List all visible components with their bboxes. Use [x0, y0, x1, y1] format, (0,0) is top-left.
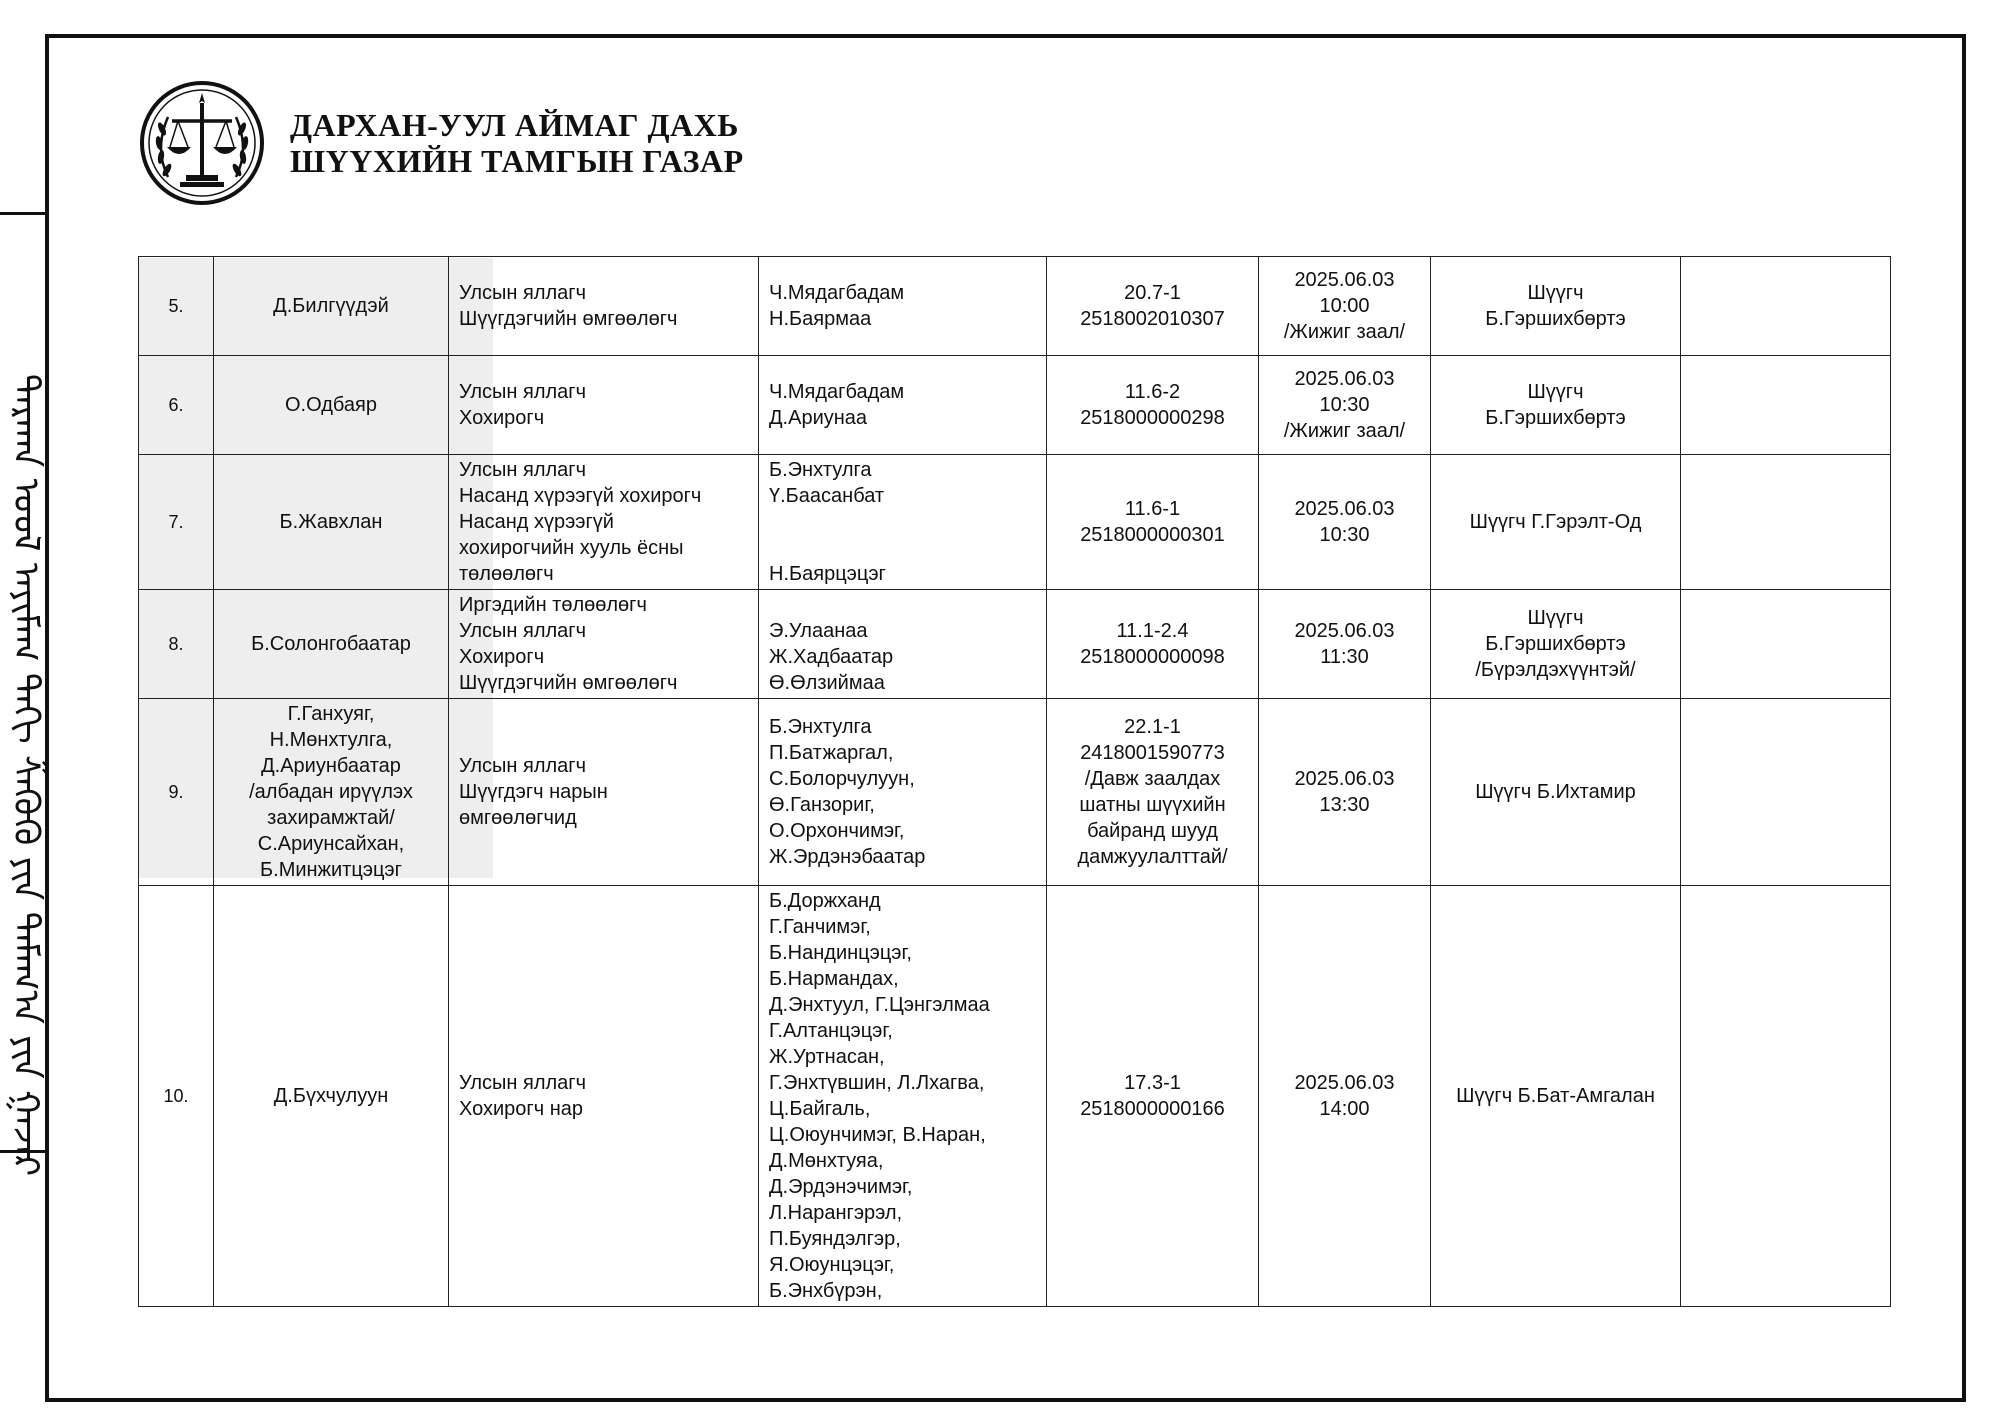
defendant-cell: Г.Ганхуяг, Н.Мөнхтулга, Д.Ариунбаатар /албадан ирүүлэх захирамжтай/ С.Ариунсайхан, Б.Минжитцэцэг [214, 699, 449, 886]
defendant-cell: Д.Бүхчулуун [214, 886, 449, 1307]
representatives-cell: Ч.Мядагбадам Д.Ариунаа [759, 356, 1047, 455]
empty-cell [1681, 590, 1891, 699]
hearing-datetime-cell: 2025.06.03 10:30 [1259, 455, 1431, 590]
article-case-number-cell: 22.1-1 2418001590773 /Давж заалдах шатны шүүхийн байранд шууд дамжуулалттай/ [1047, 699, 1259, 886]
empty-cell [1681, 257, 1891, 356]
parties-cell: Улсын яллагч Хохирогч нар [449, 886, 759, 1307]
org-name-line-1: ДАРХАН-УУЛ АЙМАГ ДАХЬ [290, 107, 739, 143]
organization-name [290, 107, 744, 179]
representatives-cell: Ч.Мядагбадам Н.Баярмаа [759, 257, 1047, 356]
representatives-cell: Б.Энхтулга Ү.Баасанбат Н.Баярцэцэг [759, 455, 1047, 590]
parties-cell: Иргэдийн төлөөлөгч Улсын яллагч Хохирогч Шүүгдэгчийн өмгөөлөгч [449, 590, 759, 699]
judge-cell: Шүүгч Б.Гэршихбөртэ /Бүрэлдэхүүнтэй/ [1431, 590, 1681, 699]
table-row [139, 257, 1891, 356]
hearing-datetime-cell: 2025.06.03 10:30 /Жижиг заал/ [1259, 356, 1431, 455]
mongol-script-org-name: ᠳᠠᠷᠬᠠᠨ ᠤᠤᠯ ᠠᠶᠢᠮᠠᠭ ᠳᠠᠬᠢ ᠱᠡᠭᠦᠬᠦ ᠶᠢᠨ ᠲᠠᠮᠠᠭ᠎ᠠ ᠶᠢᠨ ᠭᠠᠵᠠᠷ [5, 373, 46, 1177]
article-case-number-cell: 11.6-2 2518000000298 [1047, 356, 1259, 455]
judge-cell: Шүүгч Б.Гэршихбөртэ [1431, 356, 1681, 455]
row-number: 9. [139, 699, 214, 886]
hearing-datetime-cell: 2025.06.03 11:30 [1259, 590, 1431, 699]
judge-cell: Шүүгч Г.Гэрэлт-Од [1431, 455, 1681, 590]
empty-cell [1681, 455, 1891, 590]
defendant-cell: Б.Солонгобаатар [214, 590, 449, 699]
hearing-schedule-table [138, 256, 1891, 1307]
letterhead [138, 78, 744, 208]
defendant-cell: О.Одбаяр [214, 356, 449, 455]
article-case-number-cell: 11.1-2.4 2518000000098 [1047, 590, 1259, 699]
representatives-cell: Б.Доржханд Г.Ганчимэг, Б.Нандинцэцэг, Б.Нармандах, Д.Энхтуул, Г.Цэнгэлмаа Г.Алтанцэцэг, Ж.Уртнасан, Г.Энхтүвшин, Л.Лхагва, Ц.Байгаль, Ц.Оюунчимэг, В.Наран, Д.Мөнхтуяа, Д.Эрдэнэчимэг, Л.Нарангэрэл, П.Буяндэлгэр, Я.Оюунцэцэг, Б.Энхбүрэн, [759, 886, 1047, 1307]
defendant-cell: Д.Билгүүдэй [214, 257, 449, 356]
judge-cell: Шүүгч Б.Гэршихбөртэ [1431, 257, 1681, 356]
article-case-number-cell: 20.7-1 2518002010307 [1047, 257, 1259, 356]
table-row [139, 590, 1891, 699]
judge-cell: Шүүгч Б.Ихтамир [1431, 699, 1681, 886]
table-row [139, 356, 1891, 455]
parties-cell: Улсын яллагч Шүүгдэгч нарын өмгөөлөгчид [449, 699, 759, 886]
article-case-number-cell: 11.6-1 2518000000301 [1047, 455, 1259, 590]
table-row [139, 699, 1891, 886]
empty-cell [1681, 699, 1891, 886]
row-number: 7. [139, 455, 214, 590]
side-rule-top [0, 212, 45, 215]
judge-cell: Шүүгч Б.Бат-Амгалан [1431, 886, 1681, 1307]
hearing-datetime-cell: 2025.06.03 14:00 [1259, 886, 1431, 1307]
parties-cell: Улсын яллагч Насанд хүрээгүй хохирогч Насанд хүрээгүй хохирогчийн хууль ёсны төлөөлөгч [449, 455, 759, 590]
parties-cell: Улсын яллагч Хохирогч [449, 356, 759, 455]
court-scales-emblem-icon [138, 79, 266, 207]
row-number: 8. [139, 590, 214, 699]
hearing-datetime-cell: 2025.06.03 13:30 [1259, 699, 1431, 886]
org-name-line-2: ШҮҮХИЙН ТАМГЫН ГАЗАР [290, 143, 744, 179]
empty-cell [1681, 356, 1891, 455]
empty-cell [1681, 886, 1891, 1307]
parties-cell: Улсын яллагч Шүүгдэгчийн өмгөөлөгч [449, 257, 759, 356]
representatives-cell: Э.Улаанаа Ж.Хадбаатар Ө.Өлзиймаа [759, 590, 1047, 699]
row-number: 5. [139, 257, 214, 356]
table-row [139, 455, 1891, 590]
row-number: 6. [139, 356, 214, 455]
row-number: 10. [139, 886, 214, 1307]
defendant-cell: Б.Жавхлан [214, 455, 449, 590]
article-case-number-cell: 17.3-1 2518000000166 [1047, 886, 1259, 1307]
table-row [139, 886, 1891, 1307]
hearing-datetime-cell: 2025.06.03 10:00 /Жижиг заал/ [1259, 257, 1431, 356]
representatives-cell: Б.Энхтулга П.Батжаргал, С.Болорчулуун, Ө.Ганзориг, О.Орхончимэг, Ж.Эрдэнэбаатар [759, 699, 1047, 886]
